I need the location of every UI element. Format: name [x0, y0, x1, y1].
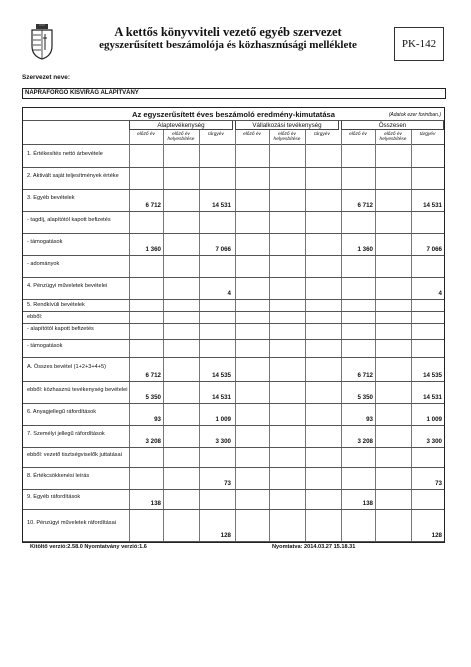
row-label: - adományok	[27, 261, 60, 267]
print-timestamp: Nyomtatva: 2014.03.27 15.18.31	[272, 544, 356, 550]
row-divider	[23, 541, 444, 542]
row-label: ebből: vezető tisztségviselők juttatásai	[27, 452, 122, 458]
row-label: - támogatások	[27, 343, 63, 349]
value-cell[interactable]: 1 360	[145, 246, 161, 253]
row-divider	[23, 339, 444, 340]
form-header	[28, 24, 444, 66]
subcol-header: tárgyév	[314, 132, 330, 137]
subcol-header: tárgyév	[208, 132, 224, 137]
value-cell[interactable]: 3 208	[145, 438, 161, 445]
row-divider	[23, 509, 444, 510]
row-label: 8. Értékcsökkenési leírás	[27, 473, 90, 479]
table-title: Az egyszerűsített éves beszámoló eredmény-kimutatása	[131, 110, 335, 119]
row-divider	[23, 167, 444, 168]
value-cell[interactable]: 7 066	[215, 246, 231, 253]
row-divider	[23, 489, 444, 490]
column-divider	[269, 130, 270, 542]
row-divider	[23, 447, 444, 448]
value-cell[interactable]: 138	[150, 500, 161, 507]
value-cell[interactable]: 73	[224, 480, 231, 487]
value-cell[interactable]: 3 208	[357, 438, 373, 445]
value-cell[interactable]: 138	[362, 500, 373, 507]
value-cell[interactable]: 7 066	[426, 246, 442, 253]
value-cell[interactable]: 14 531	[212, 202, 231, 209]
form-title	[68, 26, 388, 52]
value-cell[interactable]: 3 300	[215, 438, 231, 445]
value-cell[interactable]: 73	[435, 480, 442, 487]
row-label: 5. Rendkívüli bevételek	[27, 302, 85, 308]
row-label: 4. Pénzügyi műveletek bevételei	[27, 283, 108, 289]
form-title-line1: A kettős könyvviteli vezető egyéb szervezet	[114, 25, 342, 39]
value-cell[interactable]: 128	[220, 532, 231, 539]
value-cell[interactable]: 3 300	[426, 438, 442, 445]
row-label: 3. Egyéb bevételek	[27, 195, 75, 201]
row-divider	[23, 189, 444, 190]
row-divider	[23, 233, 444, 234]
row-divider	[23, 277, 444, 278]
value-cell[interactable]: 1 009	[215, 416, 231, 423]
row-label: - tagdíj, alapítótól kapott befizetés	[27, 217, 111, 223]
value-cell[interactable]: 93	[366, 416, 373, 423]
unit-note: (Adatok ezer forintban.)	[388, 112, 441, 118]
group-header-total: Összesen	[341, 120, 444, 130]
value-cell[interactable]: 128	[431, 532, 442, 539]
row-label: 2. Aktivált saját teljesítmények értéke	[27, 173, 119, 179]
row-label: ebből: közhasznú tevékenység bevételei	[27, 387, 128, 393]
column-divider	[129, 130, 130, 542]
subcol-header: előző év	[137, 132, 155, 137]
subcol-header: előző év helyesbítése	[379, 132, 407, 143]
column-divider	[305, 130, 306, 542]
subcol-header: előző év helyesbítése	[167, 132, 195, 143]
row-divider	[23, 467, 444, 468]
value-cell[interactable]: 6 712	[145, 372, 161, 379]
value-cell[interactable]: 14 535	[423, 372, 442, 379]
subcol-header: előző év	[243, 132, 261, 137]
value-cell[interactable]: 4	[438, 290, 442, 297]
row-divider	[23, 381, 444, 382]
row-label: 6. Anyagjellegű ráfordítások	[27, 409, 97, 415]
row-label: - támogatások	[27, 239, 63, 245]
income-statement-table	[22, 107, 445, 543]
form-title-line2: egyszerűsített beszámolója és közhasznúsági melléklete	[99, 39, 357, 51]
subcol-header: előző év	[349, 132, 367, 137]
group-header-basic-activity: Alaptevékenység	[129, 120, 233, 130]
row-label: 1. Értékesítés nettó árbevétele	[27, 151, 103, 157]
row-label: 10. Pénzügyi műveletek ráfordításai	[27, 520, 116, 526]
organization-name-field[interactable]: NAPRAFORGÓ KISVIRÁG ALAPÍTVÁNY	[22, 88, 446, 99]
row-label: 9. Egyéb ráfordítások	[27, 494, 81, 500]
row-divider	[23, 299, 444, 300]
row-divider	[23, 357, 444, 358]
value-cell[interactable]: 1 360	[357, 246, 373, 253]
row-divider	[23, 425, 444, 426]
column-divider	[375, 130, 376, 542]
organization-label: Szervezet neve:	[22, 74, 70, 81]
row-divider	[23, 311, 444, 312]
row-divider	[23, 323, 444, 324]
column-divider	[235, 130, 236, 542]
row-label: A. Összes bevétel (1+2+3+4+5)	[27, 364, 106, 370]
subcol-header: előző év helyesbítése	[273, 132, 301, 143]
row-divider	[23, 403, 444, 404]
value-cell[interactable]: 5 350	[145, 394, 161, 401]
form-code-box: PK-142	[394, 27, 444, 61]
divider	[23, 144, 444, 145]
row-label: 7. Személyi jellegű ráfordítások	[27, 431, 105, 437]
value-cell[interactable]: 5 350	[357, 394, 373, 401]
group-header-business-activity: Vállalkozási tevékenység	[235, 120, 339, 130]
row-label: - alapítótól kapott befizetés	[27, 326, 94, 332]
value-cell[interactable]: 6 712	[357, 202, 373, 209]
coat-of-arms-icon	[30, 24, 54, 60]
row-divider	[23, 211, 444, 212]
value-cell[interactable]: 14 531	[423, 202, 442, 209]
value-cell[interactable]: 4	[227, 290, 231, 297]
column-divider	[163, 130, 164, 542]
subcol-header: tárgyév	[419, 132, 436, 137]
column-divider	[341, 130, 342, 542]
value-cell[interactable]: 14 535	[212, 372, 231, 379]
value-cell[interactable]: 14 531	[212, 394, 231, 401]
value-cell[interactable]: 6 712	[357, 372, 373, 379]
value-cell[interactable]: 14 531	[423, 394, 442, 401]
software-version: Kitöltő verzió:2.58.0 Nyomtatvány verzió:1.6	[30, 544, 147, 550]
row-label: ebből:	[27, 314, 43, 320]
divider	[23, 120, 444, 121]
value-cell[interactable]: 6 712	[145, 202, 161, 209]
value-cell[interactable]: 93	[154, 416, 161, 423]
row-divider	[23, 255, 444, 256]
value-cell[interactable]: 1 009	[426, 416, 442, 423]
